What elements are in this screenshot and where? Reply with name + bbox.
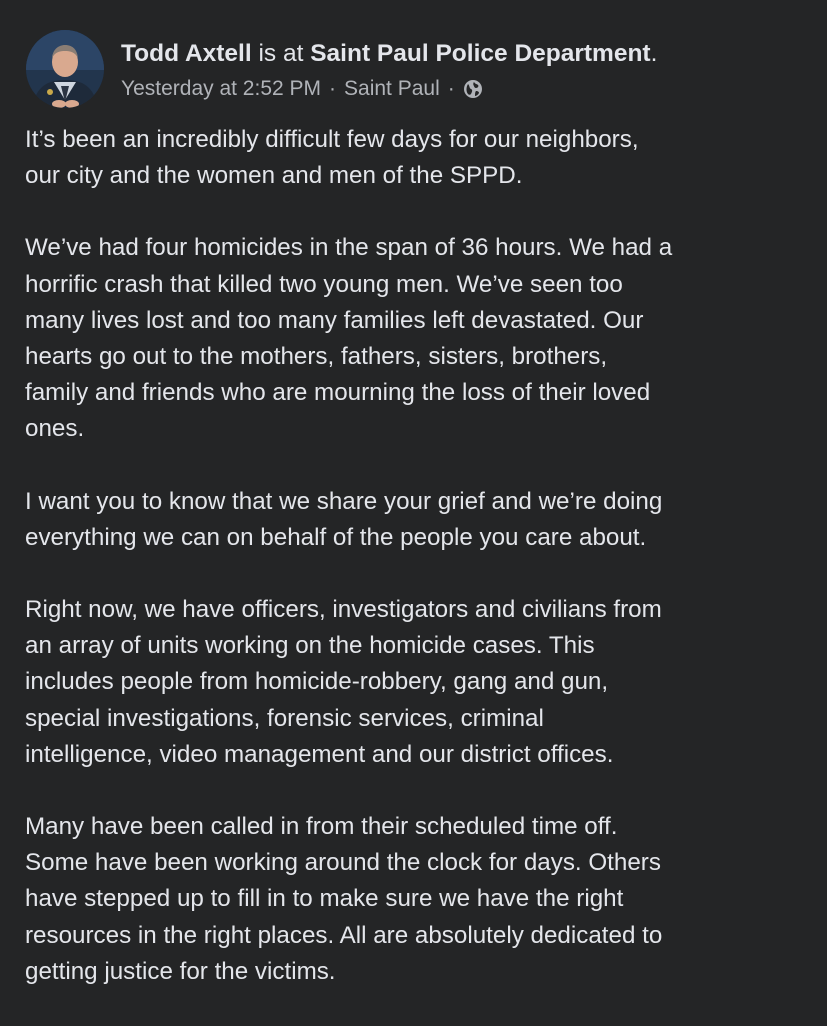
timestamp[interactable]: Yesterday at 2:52 PM (121, 77, 322, 100)
avatar-photo (26, 30, 104, 108)
connector-text: is at (251, 40, 311, 67)
separator-dot: · (447, 77, 455, 100)
post-paragraph: Many have been called in from their scheduled time off. Some have been working around the clock for days. Others have stepped up to fill in to make sure we have the right resources in the right places. All are absolutely dedicated to getting justice for the victims. (25, 813, 663, 985)
post-header (26, 28, 806, 108)
post-meta (121, 38, 811, 103)
location[interactable]: Saint Paul (344, 77, 440, 100)
post-paragraph: I want you to know that we share your grief and we’re doing everything we can on behalf of the people you care about. (25, 487, 663, 551)
period-text: . (650, 40, 658, 67)
separator-dot: · (329, 77, 337, 100)
author-line (121, 38, 811, 70)
place-name[interactable]: Saint Paul Police Department (310, 40, 651, 67)
post-paragraph: Right now, we have officers, investigators and civilians from an array of units working on the homicide cases. This includes people from homicide-robbery, gang and gun, special investigations, forensic services, criminal intelligence, video management and our district offices. (25, 596, 662, 768)
post-paragraph: We’ve had four homicides in the span of 36 hours. We had a horrific crash that killed two young men. We’ve seen too many lives lost and too many families left devastated. Our hearts go out to the mothers, fathers, sisters, brothers, family and friends who are mourning the loss of their loved ones. (25, 234, 673, 443)
post-subline (121, 75, 811, 103)
globe-icon[interactable] (463, 79, 483, 99)
avatar[interactable] (26, 30, 104, 108)
author-name[interactable]: Todd Axtell (121, 40, 252, 67)
post-paragraph: It’s been an incredibly difficult few days for our neighbors, our city and the women and men of the SPPD. (25, 126, 639, 190)
post-body (25, 122, 810, 1026)
